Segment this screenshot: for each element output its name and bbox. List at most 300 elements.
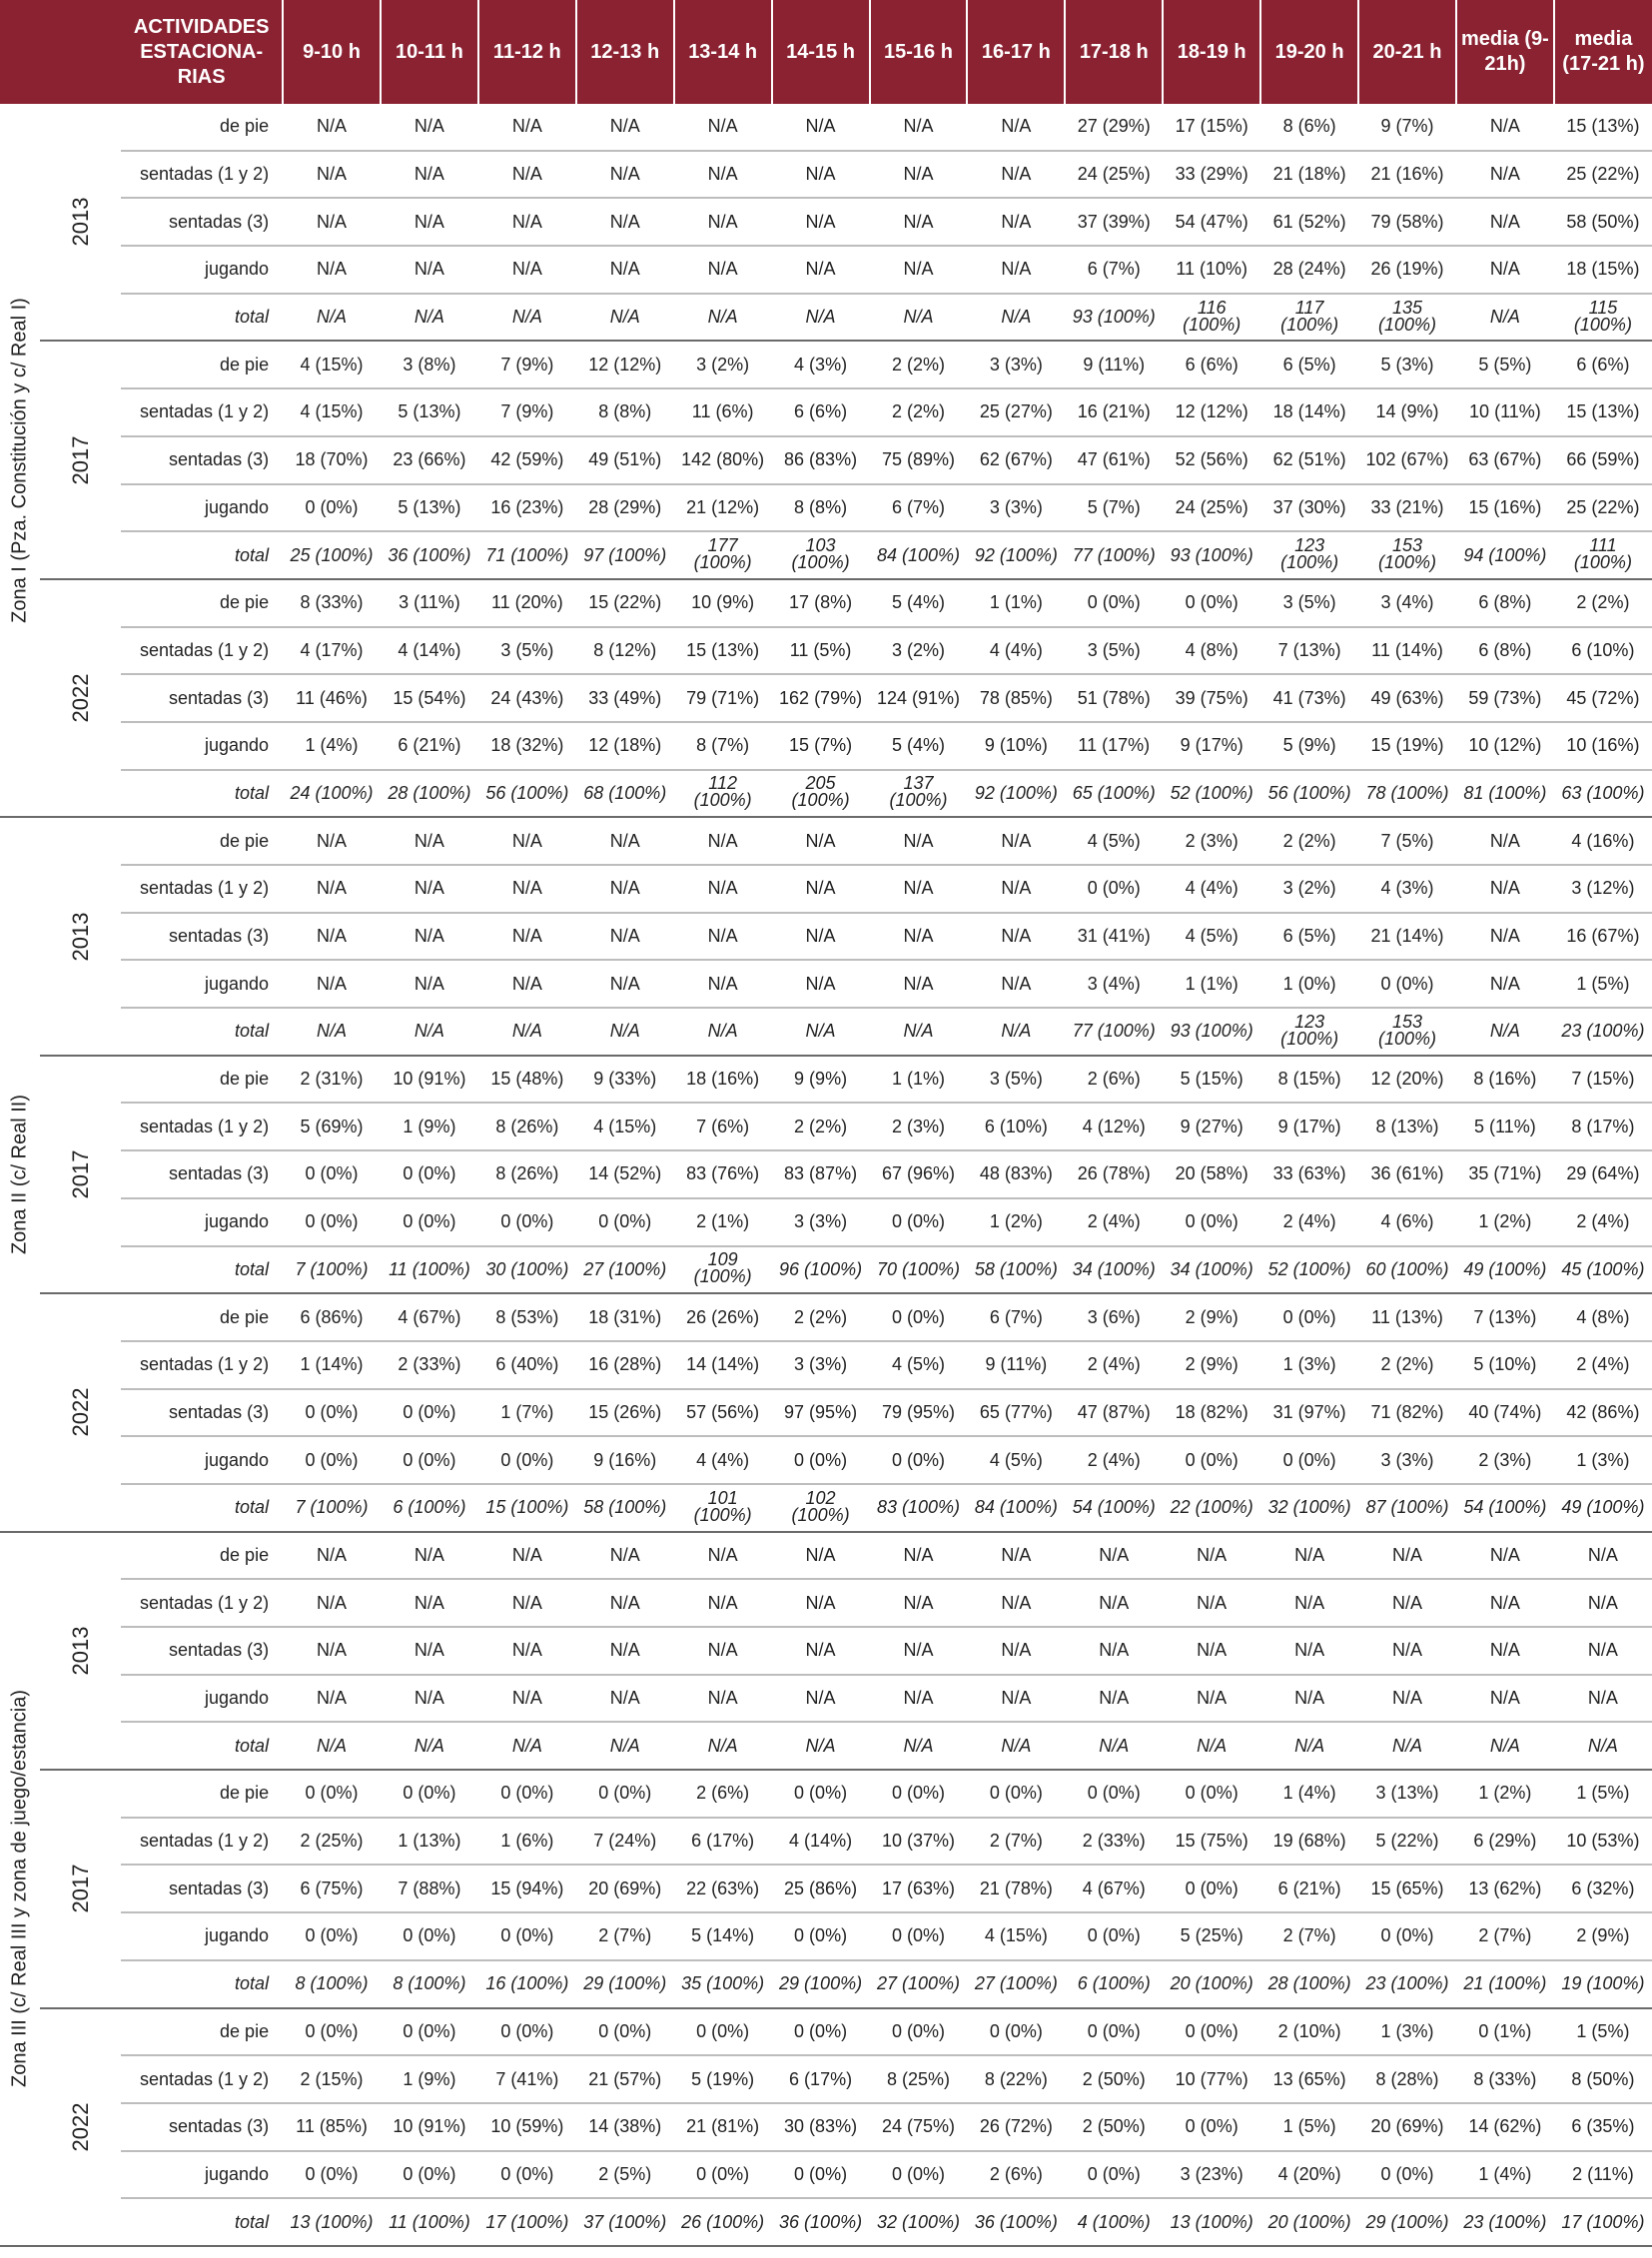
header-hour: 11-12 h [478, 0, 576, 104]
value-cell: 12 (12%) [1163, 388, 1260, 436]
value-cell: 8 (22%) [967, 2055, 1065, 2103]
table-row [0, 627, 1652, 675]
value-cell [381, 1484, 478, 1532]
value-cell: 12 (20%) [1358, 1056, 1456, 1104]
value-cell: N/A [478, 104, 576, 151]
value-cell: N/A [283, 1627, 381, 1675]
value-cell: 11 (5%) [772, 627, 870, 675]
total-value: 49 (100%) [1463, 1258, 1547, 1279]
value-cell: 42 (59%) [478, 436, 576, 484]
activity-label: total [121, 2198, 283, 2246]
value-cell: 8 (8%) [576, 388, 674, 436]
value-cell: 18 (70%) [283, 436, 381, 484]
value-cell: 26 (78%) [1065, 1150, 1163, 1198]
value-cell: N/A [1358, 1627, 1456, 1675]
value-cell [381, 1960, 478, 2008]
activity-label: total [121, 294, 283, 342]
activity-label: de pie [121, 104, 283, 151]
value-cell [674, 770, 772, 818]
total-value: 7 (100%) [295, 1497, 369, 1518]
total-value: 153 (100%) [1377, 1011, 1437, 1049]
table-row [0, 1579, 1652, 1627]
total-value: 135 (100%) [1377, 297, 1437, 335]
total-value: N/A [903, 1735, 934, 1756]
activity-label: sentadas (1 y 2) [121, 627, 283, 675]
year-label-cell [40, 1056, 121, 1293]
value-cell [478, 1008, 576, 1056]
year-label-cell [40, 817, 121, 1055]
value-cell: 7 (88%) [381, 1865, 478, 1912]
total-value: 102 (100%) [791, 1487, 850, 1525]
value-cell: 5 (13%) [381, 388, 478, 436]
value-cell: 3 (8%) [381, 341, 478, 388]
total-value: 77 (100%) [1072, 544, 1156, 565]
value-cell: N/A [1554, 1532, 1652, 1580]
value-cell: 35 (71%) [1456, 1150, 1554, 1198]
value-cell [1163, 1484, 1260, 1532]
value-cell: 14 (62%) [1456, 2103, 1554, 2151]
header-hour: 18-19 h [1163, 0, 1260, 104]
total-value: N/A [903, 307, 934, 328]
total-value: N/A [511, 1735, 542, 1756]
value-cell: 5 (7%) [1065, 484, 1163, 532]
total-value: 92 (100%) [974, 544, 1058, 565]
year-label-cell [40, 1532, 121, 1770]
value-cell: N/A [967, 1532, 1065, 1580]
value-cell: 21 (78%) [967, 1865, 1065, 1912]
header-activity: ACTIVIDADES ESTACIONA-RIAS [121, 0, 283, 104]
value-cell: 5 (9%) [1260, 722, 1358, 770]
header-mean-all-day: media (9-21h) [1456, 0, 1554, 104]
activity-label: jugando [121, 1198, 283, 1246]
total-value: 19 (100%) [1561, 1973, 1645, 1994]
value-cell: 2 (6%) [674, 1770, 772, 1818]
value-cell: N/A [478, 1627, 576, 1675]
value-cell [772, 770, 870, 818]
value-cell: 4 (20%) [1260, 2151, 1358, 2199]
value-cell: 1 (5%) [1554, 1770, 1652, 1818]
value-cell: 6 (21%) [1260, 1865, 1358, 1912]
value-cell: 4 (15%) [967, 1912, 1065, 1960]
value-cell: N/A [674, 198, 772, 246]
table-body [0, 104, 1652, 2246]
value-cell: 18 (14%) [1260, 388, 1358, 436]
activity-label: de pie [121, 2008, 283, 2056]
value-cell: N/A [381, 1579, 478, 1627]
value-cell: 0 (0%) [870, 1770, 968, 1818]
total-value: 58 (100%) [583, 1497, 667, 1518]
value-cell: N/A [283, 1579, 381, 1627]
year-label: 2017 [67, 435, 93, 485]
value-cell: 97 (95%) [772, 1389, 870, 1437]
value-cell: 61 (52%) [1260, 198, 1358, 246]
value-cell [576, 770, 674, 818]
value-cell: 9 (16%) [576, 1436, 674, 1484]
value-cell: 59 (73%) [1456, 674, 1554, 722]
value-cell: 8 (17%) [1554, 1103, 1652, 1150]
value-cell: N/A [283, 913, 381, 961]
value-cell: 0 (0%) [1163, 2008, 1260, 2056]
value-cell: 0 (0%) [1065, 865, 1163, 913]
value-cell: 23 (66%) [381, 436, 478, 484]
value-cell: 0 (0%) [674, 2151, 772, 2199]
value-cell [381, 531, 478, 579]
value-cell [1163, 2198, 1260, 2246]
value-cell: 7 (41%) [478, 2055, 576, 2103]
total-value: N/A [1489, 307, 1520, 328]
value-cell [967, 294, 1065, 342]
value-cell: 8 (26%) [478, 1103, 576, 1150]
value-cell: 4 (4%) [967, 627, 1065, 675]
value-cell: 2 (4%) [1260, 1198, 1358, 1246]
value-cell: 6 (8%) [1456, 579, 1554, 627]
value-cell: N/A [1163, 1532, 1260, 1580]
table-row [0, 1103, 1652, 1150]
value-cell: 28 (29%) [576, 484, 674, 532]
total-value: 28 (100%) [388, 782, 471, 803]
value-cell: 10 (37%) [870, 1818, 968, 1866]
value-cell: 0 (0%) [772, 2151, 870, 2199]
value-cell [1554, 1722, 1652, 1770]
value-cell: 1 (0%) [1260, 960, 1358, 1008]
value-cell: 0 (0%) [870, 2151, 968, 2199]
value-cell: N/A [674, 1627, 772, 1675]
activity-label: total [121, 1246, 283, 1294]
value-cell: 47 (61%) [1065, 436, 1163, 484]
value-cell: 0 (0%) [478, 2151, 576, 2199]
value-cell: N/A [576, 198, 674, 246]
value-cell [1358, 531, 1456, 579]
value-cell: 8 (6%) [1260, 104, 1358, 151]
total-value: 8 (100%) [393, 1973, 466, 1994]
value-cell: 6 (6%) [772, 388, 870, 436]
value-cell: N/A [870, 1675, 968, 1723]
value-cell: 0 (0%) [1163, 1436, 1260, 1484]
value-cell [870, 1008, 968, 1056]
value-cell [1358, 1960, 1456, 2008]
activity-label: sentadas (1 y 2) [121, 865, 283, 913]
value-cell: 6 (5%) [1260, 341, 1358, 388]
value-cell: 4 (6%) [1358, 1198, 1456, 1246]
value-cell: 1 (1%) [1163, 960, 1260, 1008]
year-label-cell [40, 579, 121, 817]
activity-label: de pie [121, 1770, 283, 1818]
value-cell: N/A [576, 817, 674, 865]
year-label-cell [40, 104, 121, 341]
value-cell [283, 1246, 381, 1294]
value-cell: 3 (5%) [1260, 579, 1358, 627]
value-cell: 1 (5%) [1260, 2103, 1358, 2151]
value-cell: N/A [1456, 817, 1554, 865]
value-cell: N/A [967, 817, 1065, 865]
value-cell: 19 (68%) [1260, 1818, 1358, 1866]
value-cell: 11 (13%) [1358, 1293, 1456, 1341]
value-cell: 31 (41%) [1065, 913, 1163, 961]
value-cell [576, 1484, 674, 1532]
activity-label: de pie [121, 1056, 283, 1104]
value-cell: N/A [870, 817, 968, 865]
value-cell: 7 (9%) [478, 388, 576, 436]
value-cell: 0 (0%) [967, 1770, 1065, 1818]
value-cell: 10 (11%) [1456, 388, 1554, 436]
zone-label: Zona III (c/ Real III y zona de juego/estancia) [8, 1690, 31, 2088]
total-value: N/A [1587, 1735, 1618, 1756]
value-cell: 5 (3%) [1358, 341, 1456, 388]
value-cell: N/A [1065, 1532, 1163, 1580]
total-row [0, 294, 1652, 342]
value-cell: N/A [967, 913, 1065, 961]
value-cell [478, 1246, 576, 1294]
value-cell: 3 (23%) [1163, 2151, 1260, 2199]
total-value: N/A [1294, 1735, 1325, 1756]
value-cell: 2 (7%) [1260, 1912, 1358, 1960]
value-cell: N/A [1456, 151, 1554, 199]
activity-label: sentadas (3) [121, 913, 283, 961]
value-cell [478, 531, 576, 579]
total-value: 58 (100%) [974, 1258, 1058, 1279]
value-cell: 0 (0%) [381, 2151, 478, 2199]
value-cell: 14 (38%) [576, 2103, 674, 2151]
value-cell: 2 (2%) [1260, 817, 1358, 865]
value-cell: N/A [870, 1627, 968, 1675]
value-cell: 8 (28%) [1358, 2055, 1456, 2103]
value-cell: 2 (4%) [1554, 1341, 1652, 1389]
value-cell: 2 (2%) [772, 1293, 870, 1341]
value-cell: N/A [1456, 104, 1554, 151]
total-value: 115 (100%) [1573, 297, 1632, 335]
total-value: N/A [707, 307, 738, 328]
value-cell: 2 (2%) [870, 341, 968, 388]
value-cell: 8 (26%) [478, 1150, 576, 1198]
total-value: 27 (100%) [583, 1258, 667, 1279]
value-cell: 2 (3%) [870, 1103, 968, 1150]
value-cell [1163, 1960, 1260, 2008]
value-cell [1554, 1484, 1652, 1532]
total-row [0, 1246, 1652, 1294]
zone-label-cell [0, 1532, 40, 2246]
value-cell: 86 (83%) [772, 436, 870, 484]
value-cell: 3 (2%) [674, 341, 772, 388]
value-cell: N/A [478, 198, 576, 246]
value-cell [1554, 2198, 1652, 2246]
value-cell: 2 (2%) [870, 388, 968, 436]
value-cell: 7 (5%) [1358, 817, 1456, 865]
total-value: 35 (100%) [681, 1973, 765, 1994]
value-cell: 33 (49%) [576, 674, 674, 722]
value-cell: N/A [576, 865, 674, 913]
value-cell: 11 (46%) [283, 674, 381, 722]
value-cell: 10 (16%) [1554, 722, 1652, 770]
value-cell [1065, 770, 1163, 818]
value-cell: 3 (12%) [1554, 865, 1652, 913]
value-cell: 4 (3%) [1358, 865, 1456, 913]
table-row [0, 104, 1652, 151]
table-row [0, 1150, 1652, 1198]
value-cell: N/A [1065, 1627, 1163, 1675]
value-cell [283, 770, 381, 818]
value-cell: 11 (85%) [283, 2103, 381, 2151]
total-value: N/A [609, 1735, 640, 1756]
value-cell: 1 (3%) [1554, 1436, 1652, 1484]
value-cell: 24 (75%) [870, 2103, 968, 2151]
value-cell: 15 (65%) [1358, 1865, 1456, 1912]
total-value: 7 (100%) [295, 1258, 369, 1279]
value-cell [1065, 531, 1163, 579]
value-cell: 0 (0%) [1163, 1865, 1260, 1912]
value-cell: 5 (15%) [1163, 1056, 1260, 1104]
total-value: N/A [609, 307, 640, 328]
value-cell: 0 (0%) [772, 1770, 870, 1818]
year-label: 2013 [67, 197, 93, 247]
value-cell [1358, 294, 1456, 342]
total-value: 93 (100%) [1170, 544, 1253, 565]
value-cell: N/A [1456, 865, 1554, 913]
value-cell: 0 (0%) [870, 1293, 968, 1341]
value-cell: 0 (0%) [283, 2151, 381, 2199]
value-cell: 5 (13%) [381, 484, 478, 532]
value-cell: 11 (14%) [1358, 627, 1456, 675]
total-value: 37 (100%) [583, 2211, 667, 2232]
total-value: 34 (100%) [1072, 1258, 1156, 1279]
value-cell: 4 (67%) [381, 1293, 478, 1341]
value-cell: 24 (25%) [1065, 151, 1163, 199]
total-value: 77 (100%) [1072, 1021, 1156, 1042]
value-cell [478, 1484, 576, 1532]
value-cell [772, 1484, 870, 1532]
value-cell: 6 (8%) [1456, 627, 1554, 675]
total-value: 49 (100%) [1561, 1497, 1645, 1518]
value-cell: N/A [1456, 1532, 1554, 1580]
value-cell: 10 (77%) [1163, 2055, 1260, 2103]
value-cell: 6 (17%) [772, 2055, 870, 2103]
activity-label: total [121, 770, 283, 818]
activity-label: jugando [121, 722, 283, 770]
year-label-cell [40, 2008, 121, 2246]
value-cell: 0 (0%) [283, 2008, 381, 2056]
value-cell: 6 (7%) [967, 1293, 1065, 1341]
value-cell: 15 (26%) [576, 1389, 674, 1437]
total-value: 97 (100%) [583, 544, 667, 565]
value-cell: 2 (9%) [1163, 1341, 1260, 1389]
value-cell: 8 (33%) [1456, 2055, 1554, 2103]
value-cell [1456, 770, 1554, 818]
value-cell: N/A [870, 913, 968, 961]
value-cell: 30 (83%) [772, 2103, 870, 2151]
value-cell: 2 (7%) [576, 1912, 674, 1960]
total-value: 112 (100%) [693, 773, 752, 811]
activity-label: jugando [121, 1436, 283, 1484]
value-cell: 21 (16%) [1358, 151, 1456, 199]
value-cell: 27 (29%) [1065, 104, 1163, 151]
activity-label: sentadas (3) [121, 436, 283, 484]
value-cell: 4 (4%) [1163, 865, 1260, 913]
value-cell: 25 (22%) [1554, 151, 1652, 199]
value-cell: 15 (13%) [1554, 104, 1652, 151]
activity-label: jugando [121, 960, 283, 1008]
total-value: N/A [903, 1021, 934, 1042]
total-value: 56 (100%) [1267, 782, 1351, 803]
value-cell: 9 (27%) [1163, 1103, 1260, 1150]
total-value: 34 (100%) [1170, 1258, 1253, 1279]
total-value: N/A [1001, 1021, 1032, 1042]
value-cell: 3 (5%) [478, 627, 576, 675]
value-cell [1065, 1960, 1163, 2008]
value-cell: 11 (20%) [478, 579, 576, 627]
value-cell: 0 (0%) [1065, 2008, 1163, 2056]
value-cell: N/A [870, 104, 968, 151]
table-row [0, 1865, 1652, 1912]
value-cell: 0 (0%) [1163, 579, 1260, 627]
value-cell: N/A [283, 151, 381, 199]
value-cell: 2 (10%) [1260, 2008, 1358, 2056]
value-cell: 0 (0%) [1065, 1912, 1163, 1960]
value-cell: 26 (72%) [967, 2103, 1065, 2151]
value-cell: 8 (33%) [283, 579, 381, 627]
value-cell: 20 (58%) [1163, 1150, 1260, 1198]
value-cell: 15 (13%) [674, 627, 772, 675]
total-value: N/A [805, 307, 836, 328]
value-cell [576, 1722, 674, 1770]
value-cell: 6 (32%) [1554, 1865, 1652, 1912]
total-value: N/A [1391, 1735, 1422, 1756]
total-value: 30 (100%) [485, 1258, 569, 1279]
value-cell [576, 294, 674, 342]
value-cell: 0 (0%) [1358, 960, 1456, 1008]
year-label: 2017 [67, 1149, 93, 1199]
value-cell: 2 (11%) [1554, 2151, 1652, 2199]
value-cell: N/A [381, 1627, 478, 1675]
value-cell: 8 (8%) [772, 484, 870, 532]
value-cell: N/A [674, 1675, 772, 1723]
value-cell: N/A [1163, 1579, 1260, 1627]
value-cell: 0 (0%) [478, 1436, 576, 1484]
value-cell: N/A [772, 198, 870, 246]
value-cell: 1 (14%) [283, 1341, 381, 1389]
value-cell: N/A [283, 1675, 381, 1723]
value-cell: N/A [1456, 1579, 1554, 1627]
value-cell: 9 (17%) [1163, 722, 1260, 770]
value-cell: 8 (16%) [1456, 1056, 1554, 1104]
value-cell [478, 1960, 576, 2008]
value-cell [772, 294, 870, 342]
total-value: 123 (100%) [1280, 1011, 1339, 1049]
value-cell: 6 (6%) [1554, 341, 1652, 388]
value-cell: N/A [381, 817, 478, 865]
value-cell: 24 (25%) [1163, 484, 1260, 532]
activity-label: sentadas (1 y 2) [121, 1818, 283, 1866]
total-value: 29 (100%) [1365, 2211, 1449, 2232]
year-label-cell [40, 1293, 121, 1531]
value-cell [381, 294, 478, 342]
total-value: 71 (100%) [485, 544, 569, 565]
activity-label: de pie [121, 817, 283, 865]
value-cell: N/A [967, 960, 1065, 1008]
activity-label: sentadas (1 y 2) [121, 1341, 283, 1389]
value-cell [967, 2198, 1065, 2246]
total-value: 87 (100%) [1365, 1497, 1449, 1518]
value-cell: 83 (76%) [674, 1150, 772, 1198]
value-cell [1065, 1722, 1163, 1770]
value-cell: 0 (0%) [1260, 1293, 1358, 1341]
value-cell [1358, 1722, 1456, 1770]
total-value: 29 (100%) [583, 1973, 667, 1994]
value-cell: N/A [674, 817, 772, 865]
value-cell: 28 (24%) [1260, 246, 1358, 294]
value-cell: 13 (65%) [1260, 2055, 1358, 2103]
value-cell: 5 (14%) [674, 1912, 772, 1960]
value-cell: 0 (0%) [772, 2008, 870, 2056]
value-cell: 17 (8%) [772, 579, 870, 627]
